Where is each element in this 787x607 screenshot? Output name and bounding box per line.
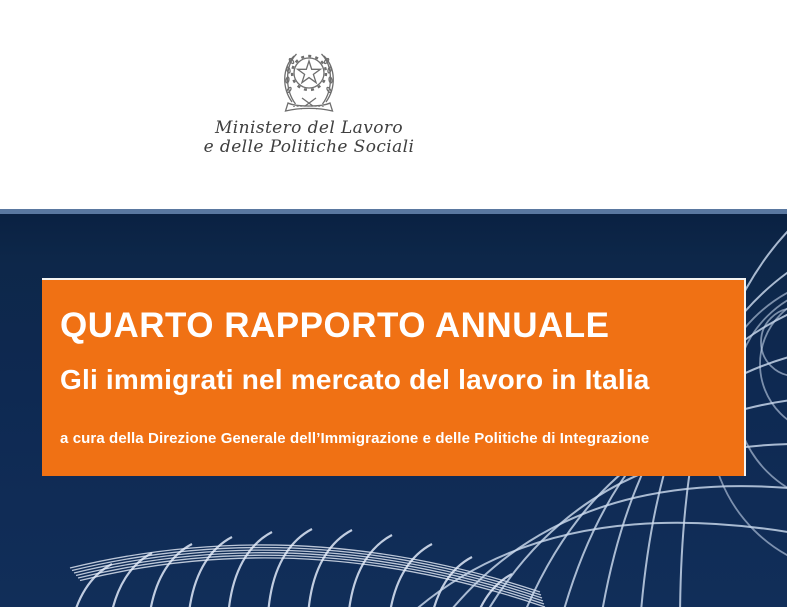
ministry-name-line1: Ministero del Lavoro	[214, 118, 404, 138]
report-curator-line: a cura della Direzione Generale dell’Immigrazione e delle Politiche di Integrazione	[60, 430, 650, 447]
ministry-emblem-icon	[278, 44, 340, 116]
ministry-name	[159, 119, 459, 157]
cover-navy-section	[0, 214, 787, 607]
report-title: QUARTO RAPPORTO ANNUALE	[60, 306, 610, 345]
header-white-band	[0, 0, 787, 209]
report-subtitle: Gli immigrati nel mercato del lavoro in Italia	[60, 364, 650, 395]
ministry-name-line2: e delle Politiche Sociali	[203, 137, 415, 157]
title-banner	[42, 278, 746, 476]
